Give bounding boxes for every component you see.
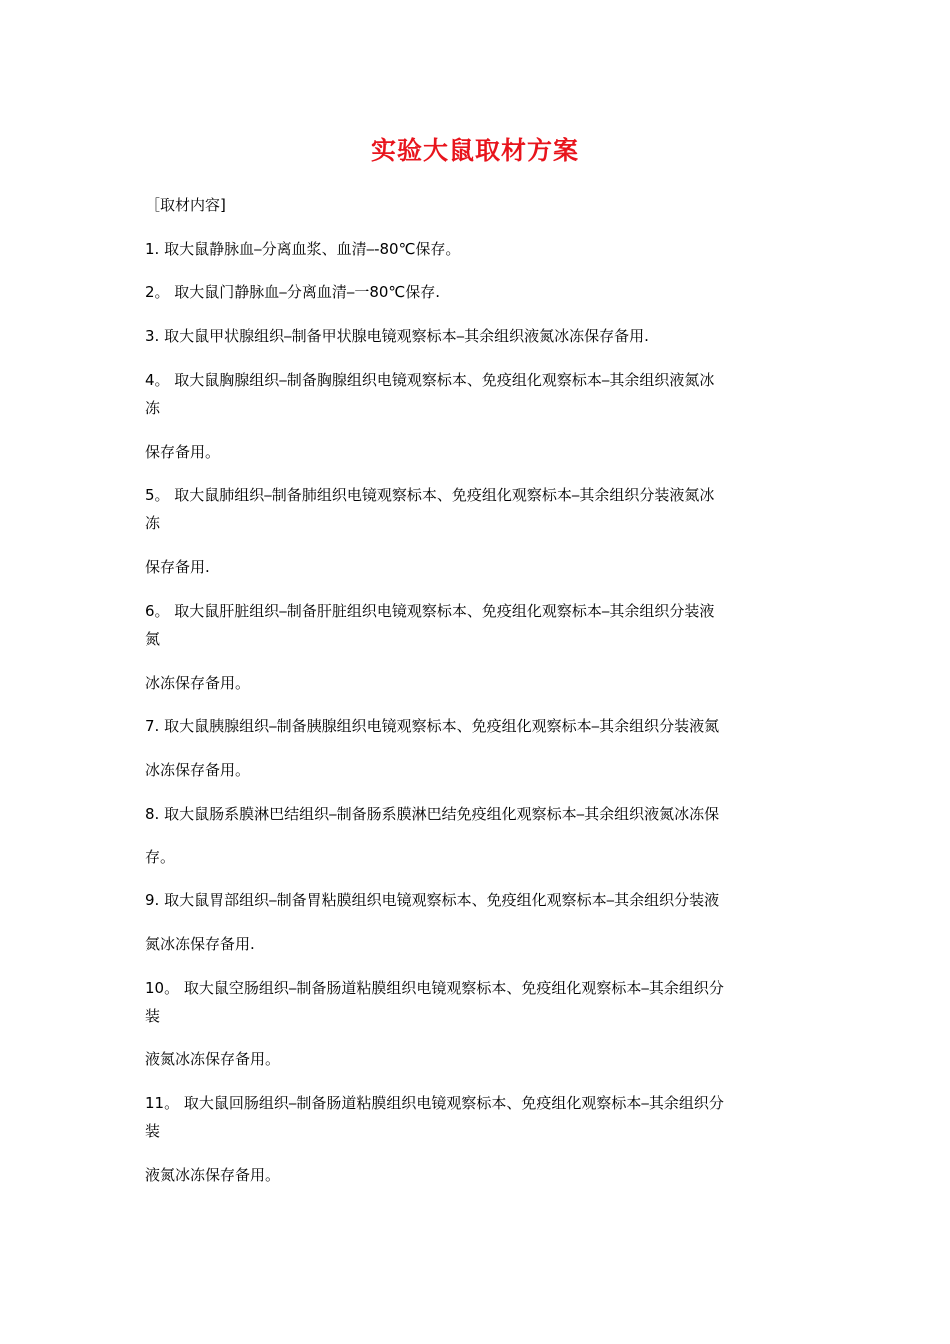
text-line-13: 7. 取大鼠胰腺组织⎯制备胰腺组织电镜观察标本、免疫组化观察标本⎯其余组织分装液氮 xyxy=(145,717,720,735)
text-line-18: 氮冰冻保存备用. xyxy=(145,935,255,953)
text-line-14: 冰冻保存备用。 xyxy=(145,761,251,779)
text-line-4: 4。 取大鼠胸腺组织⎯制备胸腺组织电镜观察标本、免疫组化观察标本⎯其余组织液氮冰 xyxy=(145,371,715,389)
text-line-5: 冻 xyxy=(145,399,161,417)
text-line-24: 液氮冰冻保存备用。 xyxy=(145,1166,281,1184)
text-line-20: 装 xyxy=(145,1007,161,1025)
text-line-7: 5。 取大鼠肺组织⎯制备肺组织电镜观察标本、免疫组化观察标本⎯其余组织分装液氮冰 xyxy=(145,486,715,504)
text-line-11: 氮 xyxy=(145,630,161,648)
text-line-19: 10。 取大鼠空肠组织⎯制备肠道粘膜组织电镜观察标本、免疫组化观察标本⎯其余组织分 xyxy=(145,979,724,997)
text-line-8: 冻 xyxy=(145,514,161,532)
text-line-10: 6。 取大鼠肝脏组织⎯制备肝脏组织电镜观察标本、免疫组化观察标本⎯其余组织分装液 xyxy=(145,602,715,620)
text-line-15: 8. 取大鼠肠系膜淋巴结组织⎯制备肠系膜淋巴结免疫组化观察标本⎯其余组织液氮冰冻保 xyxy=(145,805,720,823)
text-line-3: 3. 取大鼠甲状腺组织⎯制备甲状腺电镜观察标本⎯其余组织液氮冰冻保存备用. xyxy=(145,327,649,345)
text-line-2: 2。 取大鼠门静脉血⎯分离血清⎯一80℃保存. xyxy=(145,283,441,301)
text-line-17: 9. 取大鼠胃部组织⎯制备胃粘膜组织电镜观察标本、免疫组化观察标本⎯其余组织分装液 xyxy=(145,891,720,909)
document-title: 实验大鼠取材方案 xyxy=(370,136,579,165)
text-line-21: 液氮冰冻保存备用。 xyxy=(145,1050,281,1068)
text-line-16: 存。 xyxy=(145,848,176,866)
text-line-12: 冰冻保存备用。 xyxy=(145,674,251,692)
text-line-22: 11。 取大鼠回肠组织⎯制备肠道粘膜组织电镜观察标本、免疫组化观察标本⎯其余组织分 xyxy=(145,1094,724,1112)
text-line-6: 保存备用。 xyxy=(145,443,221,461)
section-heading: ［取材内容] xyxy=(145,196,226,214)
text-line-23: 装 xyxy=(145,1122,161,1140)
text-line-1: 1. 取大鼠静脉血⎯分离血浆、血清⎯-80℃保存。 xyxy=(145,240,461,258)
text-line-9: 保存备用. xyxy=(145,558,210,576)
